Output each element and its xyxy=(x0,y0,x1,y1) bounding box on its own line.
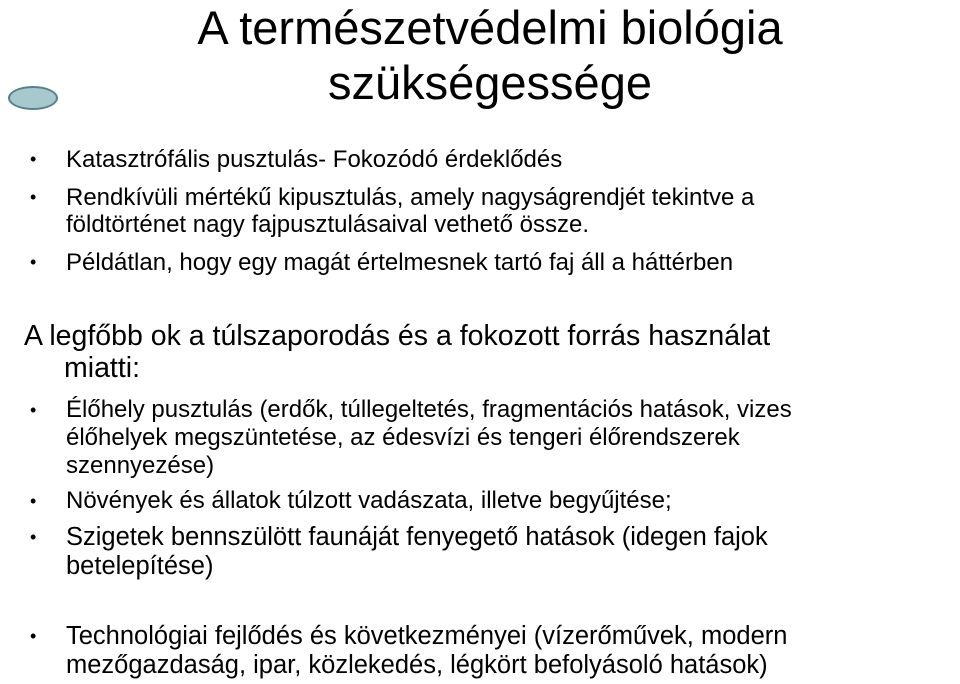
slide-title-line-2: szükségessége xyxy=(328,56,652,109)
bullet-icon: • xyxy=(30,149,37,169)
bullet-icon: • xyxy=(30,491,37,511)
text-line: betelepítése) xyxy=(66,552,214,580)
section-heading-line-2: miatti: xyxy=(64,352,141,384)
bullet-icon: • xyxy=(30,400,37,420)
section-heading xyxy=(24,320,960,384)
text-line: Katasztrófális pusztulás- Fokozódó érdeklődés xyxy=(66,146,563,173)
slide-title-line-1: A természetvédelmi biológia xyxy=(197,1,783,54)
text-line: földtörténet nagy fajpusztulásaival vethető össze. xyxy=(66,211,589,238)
section-heading-line-1: A legfőbb ok a túlszaporodás és a fokozott forrás használat xyxy=(24,320,771,352)
text-line: Szigetek bennszülött faunáját fenyegető hatások (idegen fajok xyxy=(66,523,768,551)
text-line: Példátlan, hogy egy magát értelmesnek tartó faj áll a háttérben xyxy=(66,249,734,276)
text-line: mezőgazdaság, ipar, közlekedés, légkört befolyásoló hatások) xyxy=(66,651,768,679)
bullet-icon: • xyxy=(30,626,37,646)
list-item-text xyxy=(66,487,946,515)
bullet-icon: • xyxy=(30,187,37,207)
text-line: szennyezése) xyxy=(66,452,215,479)
decorative-oval-shape xyxy=(8,86,58,110)
list-item-text xyxy=(66,523,946,581)
text-line: Technológiai fejlődés és következményei (vízerőművek, modern xyxy=(66,622,788,650)
text-line: élőhelyek megszüntetése, az édesvízi és tengeri élőrendszerek xyxy=(66,424,740,451)
bullet-icon: • xyxy=(30,527,37,547)
text-line: Rendkívüli mértékű kipusztulás, amely nagyságrendjét tekintve a xyxy=(66,184,755,211)
list-item-text xyxy=(66,396,946,480)
list-item-text xyxy=(66,146,946,173)
list-item-text xyxy=(66,184,946,238)
list-item-text xyxy=(66,249,946,276)
slide-title xyxy=(60,0,920,110)
bullet-icon: • xyxy=(30,252,37,272)
text-line: Növények és állatok túlzott vadászata, illetve begyűjtése; xyxy=(66,487,672,514)
text-line: Élőhely pusztulás (erdők, túllegeltetés, fragmentációs hatások, vizes xyxy=(66,396,792,423)
list-item-text xyxy=(66,622,946,680)
